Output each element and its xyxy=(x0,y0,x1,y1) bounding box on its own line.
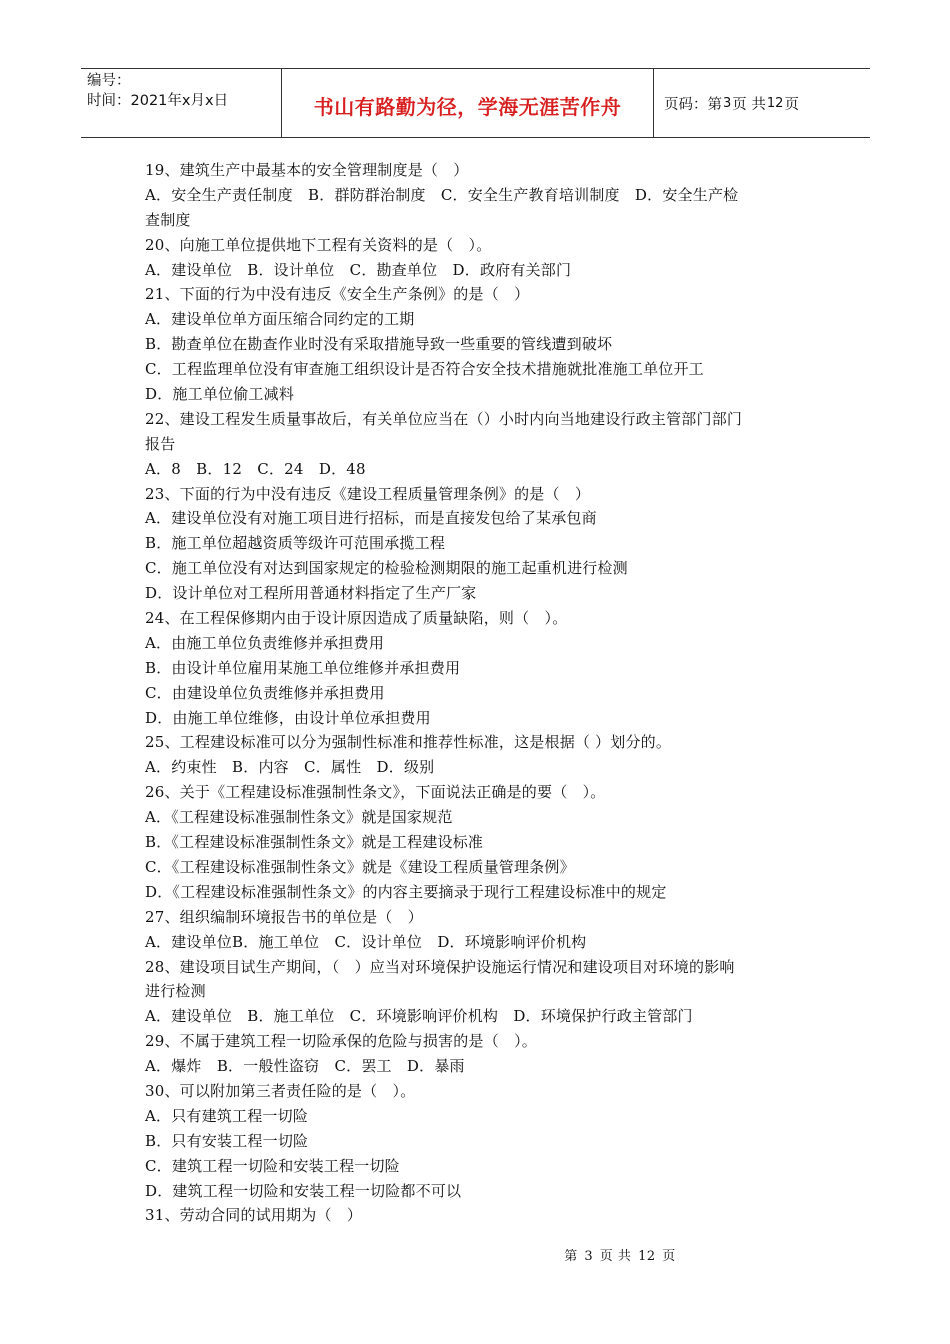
footer-suffix: 页 xyxy=(662,1249,676,1264)
text-line: A．建设单位B．施工单位 C．设计单位 D．环境影响评价机构 xyxy=(145,932,587,951)
text-line: 23、下面的行为中没有违反《建设工程质量管理条例》的是（ ） xyxy=(145,484,591,503)
header-motto-cell xyxy=(282,69,654,137)
text-line: B．《工程建设标准强制性条文》就是工程建设标准 xyxy=(145,833,484,852)
footer-prefix: 第 xyxy=(564,1249,578,1264)
page-mid: 页 共 xyxy=(732,96,766,113)
text-line: 24、在工程保修期内由于设计原因造成了质量缺陷，则（ ）。 xyxy=(145,609,568,628)
footer-mid: 页 共 xyxy=(599,1249,632,1264)
text-line: A．爆炸 B．一般性盗窃 C．罢工 D．暴雨 xyxy=(145,1057,465,1076)
text-line: A．建设单位单方面压缩合同约定的工期 xyxy=(145,310,415,329)
text-line: D．《工程建设标准强制性条文》的内容主要摘录于现行工程建设标准中的规定 xyxy=(145,882,667,901)
text-line: D．建筑工程一切险和安装工程一切险都不可以 xyxy=(145,1181,462,1200)
page-number: 3 xyxy=(723,95,732,111)
text-line: 查制度 xyxy=(145,210,191,229)
text-line: B．勘查单位在勘查作业时没有采取措施导致一些重要的管线遭到破坏 xyxy=(145,335,613,354)
text-line: A．由施工单位负责维修并承担费用 xyxy=(145,633,385,652)
text-line: C．由建设单位负责维修并承担费用 xyxy=(145,683,385,702)
text-line: 22、建设工程发生质量事故后，有关单位应当在（）小时内向当地建设行政主管部门部门 xyxy=(145,409,743,428)
text-line: 20、向施工单位提供地下工程有关资料的是（ ）。 xyxy=(145,235,492,254)
text-line: 进行检测 xyxy=(145,982,206,1001)
text-line: 29、不属于建筑工程一切险承保的危险与损害的是（ ）。 xyxy=(145,1032,537,1051)
text-line: 19、建筑生产中最基本的安全管理制度是（ ） xyxy=(145,161,469,179)
text-line: 26、关于《工程建设标准强制性条文》，下面说法正确是的要（ ）。 xyxy=(145,783,606,802)
footer-page-total: 12 xyxy=(638,1249,656,1264)
text-line: A．只有建筑工程一切险 xyxy=(145,1106,309,1125)
text-line: C．工程监理单位没有审查施工组织设计是否符合安全技术措施就批准施工单位开工 xyxy=(145,360,704,379)
text-line: 25、工程建设标准可以分为强制性标准和推荐性标准，这是根据（ ）划分的。 xyxy=(145,733,672,752)
text-line: 报告 xyxy=(145,434,176,453)
text-line: A．8 B．12 C．24 D．48 xyxy=(145,459,366,478)
code-label: 编号： xyxy=(87,73,131,89)
page-header xyxy=(81,68,870,138)
header-page-info xyxy=(654,69,870,137)
text-line: C．施工单位没有对达到国家规定的检验检测期限的施工起重机进行检测 xyxy=(145,559,628,578)
text-line: B．只有安装工程一切险 xyxy=(145,1131,309,1150)
text-line: C．《工程建设标准强制性条文》就是《建设工程质量管理条例》 xyxy=(145,857,575,876)
text-line: D．设计单位对工程所用普通材料指定了生产厂家 xyxy=(145,584,477,603)
text-line: 28、建设项目试生产期间，（ ）应当对环境保护设施运行情况和建设项目对环境的影响 xyxy=(145,957,735,976)
page-end: 页 xyxy=(784,96,799,113)
time-label: 时间：2021年x月x日 xyxy=(87,93,229,109)
text-line: B．由设计单位雇用某施工单位维修并承担费用 xyxy=(145,658,461,677)
document-body xyxy=(145,158,813,1228)
text-line: A．建设单位 B．施工单位 C．环境影响评价机构 D．环境保护行政主管部门 xyxy=(145,1007,693,1026)
page-footer xyxy=(0,1245,950,1264)
text-line: 27、组织编制环境报告书的单位是（ ） xyxy=(145,907,423,926)
text-line: 30、可以附加第三者责任险的是（ ）。 xyxy=(145,1081,416,1100)
text-line: 31、劳动合同的试用期为（ ） xyxy=(145,1206,363,1225)
header-meta xyxy=(81,69,282,137)
text-line: A．《工程建设标准强制性条文》就是国家规范 xyxy=(145,808,453,827)
text-line: A．建设单位没有对施工项目进行招标，而是直接发包给了某承包商 xyxy=(145,509,597,528)
text-line: D．由施工单位维修，由设计单位承担费用 xyxy=(145,708,431,727)
text-line: B．施工单位超越资质等级许可范围承揽工程 xyxy=(145,534,446,553)
page-total: 12 xyxy=(766,95,784,111)
text-line: A．约束性 B．内容 C．属性 D．级别 xyxy=(145,758,435,777)
text-line: C．建筑工程一切险和安装工程一切险 xyxy=(145,1156,400,1175)
text-line: A．安全生产责任制度 B．群防群治制度 C．安全生产教育培训制度 D．安全生产检 xyxy=(145,185,739,204)
footer-page-number: 3 xyxy=(584,1249,594,1264)
page-label: 页码：第 xyxy=(664,96,722,113)
text-line: A．建设单位 B．设计单位 C．勘查单位 D．政府有关部门 xyxy=(145,260,572,279)
header-motto: 书山有路勤为径，学海无涯苦作舟 xyxy=(313,94,622,119)
text-line: D．施工单位偷工减料 xyxy=(145,385,295,404)
text-line: 21、下面的行为中没有违反《安全生产条例》的是（ ） xyxy=(145,285,530,304)
